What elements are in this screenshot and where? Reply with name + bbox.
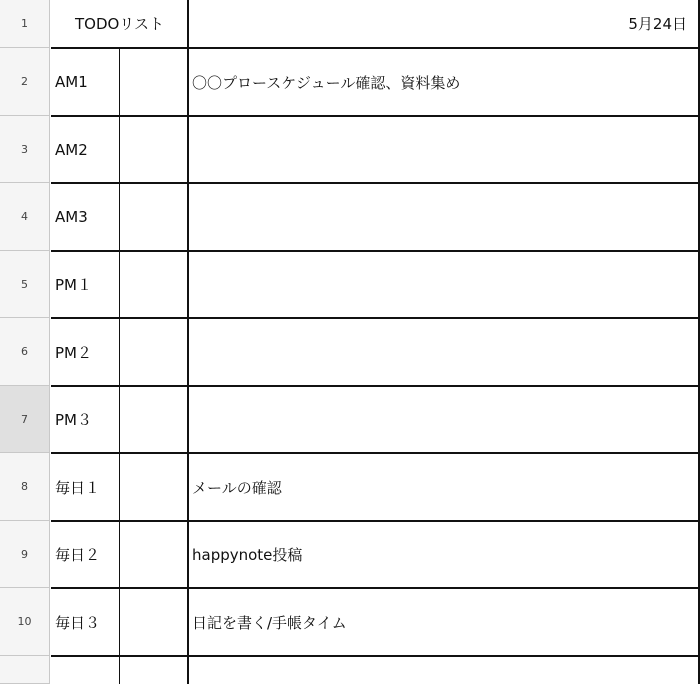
row-header-5[interactable]: 5 xyxy=(0,251,50,318)
row-header-3[interactable]: 3 xyxy=(0,116,50,183)
row-header-6[interactable]: 6 xyxy=(0,318,50,386)
horizontal-border xyxy=(51,520,700,522)
horizontal-border xyxy=(51,47,700,49)
task-cell[interactable] xyxy=(188,251,700,318)
slot-cell[interactable] xyxy=(51,656,119,684)
task-cell[interactable]: 日記を書く/手帳タイム xyxy=(192,613,347,632)
slot-cell[interactable]: 毎日１ xyxy=(55,478,101,497)
title-cell[interactable]: TODOリスト xyxy=(74,15,165,33)
task-cell[interactable]: 〇〇プロースケジュール確認、資料集め xyxy=(192,73,461,92)
task-cell[interactable] xyxy=(188,183,700,251)
slot-cell[interactable]: AM3 xyxy=(55,208,88,226)
horizontal-border xyxy=(51,452,700,454)
horizontal-border xyxy=(51,587,700,589)
row-header-8[interactable]: 8 xyxy=(0,453,50,521)
horizontal-border xyxy=(51,655,700,657)
empty-cell[interactable] xyxy=(119,251,188,318)
slot-cell[interactable]: PM２ xyxy=(55,343,92,362)
row-header-9[interactable]: 9 xyxy=(0,521,50,588)
slot-cell[interactable]: AM1 xyxy=(55,73,88,91)
horizontal-border xyxy=(51,385,700,387)
slot-cell[interactable]: 毎日３ xyxy=(55,613,101,632)
task-cell[interactable]: happynote投稿 xyxy=(192,546,303,564)
row-header-4[interactable]: 4 xyxy=(0,183,50,251)
task-cell[interactable] xyxy=(188,656,700,684)
task-cell[interactable]: メールの確認 xyxy=(192,478,282,497)
vertical-border xyxy=(119,48,120,684)
row-header-7[interactable]: 7 xyxy=(0,386,50,453)
horizontal-border xyxy=(51,115,700,117)
empty-cell[interactable] xyxy=(119,48,188,116)
slot-cell[interactable]: AM2 xyxy=(55,140,88,159)
horizontal-border xyxy=(51,250,700,252)
task-cell[interactable] xyxy=(188,386,700,453)
row-header-2[interactable]: 2 xyxy=(0,48,50,116)
empty-cell[interactable] xyxy=(119,386,188,453)
horizontal-border xyxy=(51,317,700,319)
task-cell[interactable] xyxy=(188,116,700,183)
horizontal-border xyxy=(51,182,700,184)
empty-cell[interactable] xyxy=(119,116,188,183)
slot-cell[interactable]: PM１ xyxy=(55,276,92,294)
empty-cell[interactable] xyxy=(119,656,188,684)
empty-cell[interactable] xyxy=(119,183,188,251)
task-cell[interactable] xyxy=(188,318,700,386)
row-header-1[interactable]: 1 xyxy=(0,0,50,48)
row-header-11[interactable] xyxy=(0,656,50,684)
slot-cell[interactable]: PM３ xyxy=(55,411,92,429)
empty-cell[interactable] xyxy=(119,453,188,521)
empty-cell[interactable] xyxy=(119,588,188,656)
row-header-10[interactable]: 10 xyxy=(0,588,50,656)
empty-cell[interactable] xyxy=(119,318,188,386)
vertical-border xyxy=(187,0,189,684)
slot-cell[interactable]: 毎日２ xyxy=(55,546,101,564)
date-cell[interactable]: 5月24日 xyxy=(628,15,687,33)
empty-cell[interactable] xyxy=(119,521,188,588)
